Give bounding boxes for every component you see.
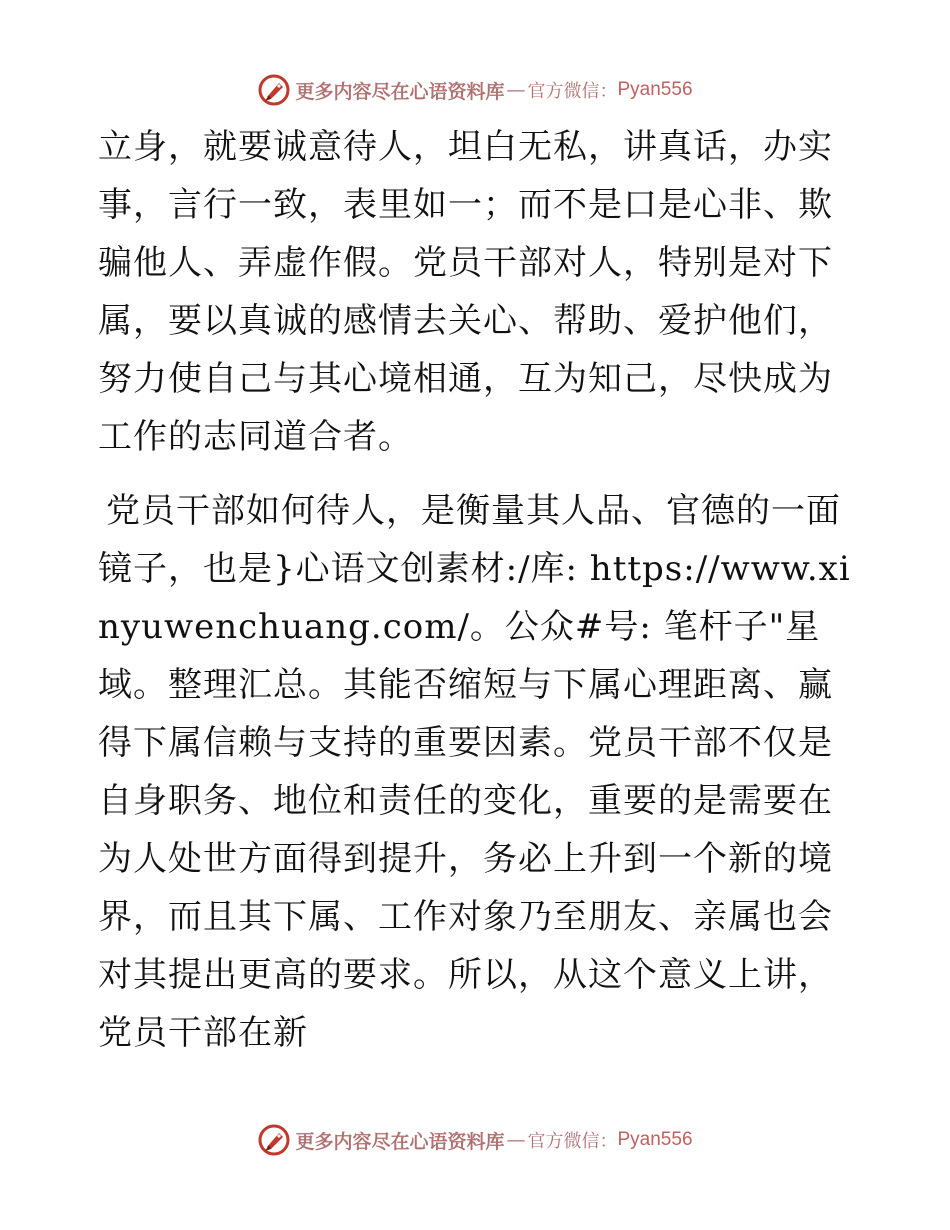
header-separator: —	[506, 79, 526, 101]
pen-nib-logo-icon	[257, 1123, 291, 1157]
header-wechat-label: 官方微信：	[527, 81, 618, 102]
header-slogan: 更多内容尽在心语资料库	[295, 80, 505, 103]
footer-wechat-id: Pyan556	[617, 1129, 693, 1150]
document-body	[98, 118, 858, 1062]
header-wechat-id: Pyan556	[617, 79, 693, 100]
header-banner	[0, 70, 950, 110]
paragraph-1: 立身，就要诚意待人，坦白无私，讲真话，办实事，言行一致，表里如一；而不是口是心非、欺骗他人、弄虚作假。党员干部对人，特别是对下属，要以真诚的感情去关心、帮助、爱护他们，努力使自己与其心境相通，互为知己，尽快成为工作的志同道合者。	[98, 127, 833, 457]
footer-slogan: 更多内容尽在心语资料库	[295, 1130, 505, 1153]
paragraph-2: 党员干部如何待人，是衡量其人品、官德的一面镜子，也是}心语文创素材:/库: https://www.xinyuwenchuang.com/。公众#号: 笔杆子"星域。整理汇总。其能否缩短与下属心理距离、赢得下属信赖与支持的重要因素。党员干部不仅是自身职务、地位和责任的变化，重要的是需要在为人处世方面得到提升，务必上升到一个新的境界，而且其下属、工作对象乃至朋友、亲属也会对其提出更高的要求。所以，从这个意义上讲，党员干部在新	[98, 491, 851, 1053]
footer-wechat-label: 官方微信：	[527, 1131, 618, 1152]
footer-banner	[0, 1120, 950, 1160]
footer-separator: —	[506, 1129, 526, 1151]
pen-nib-logo-icon	[257, 73, 291, 107]
